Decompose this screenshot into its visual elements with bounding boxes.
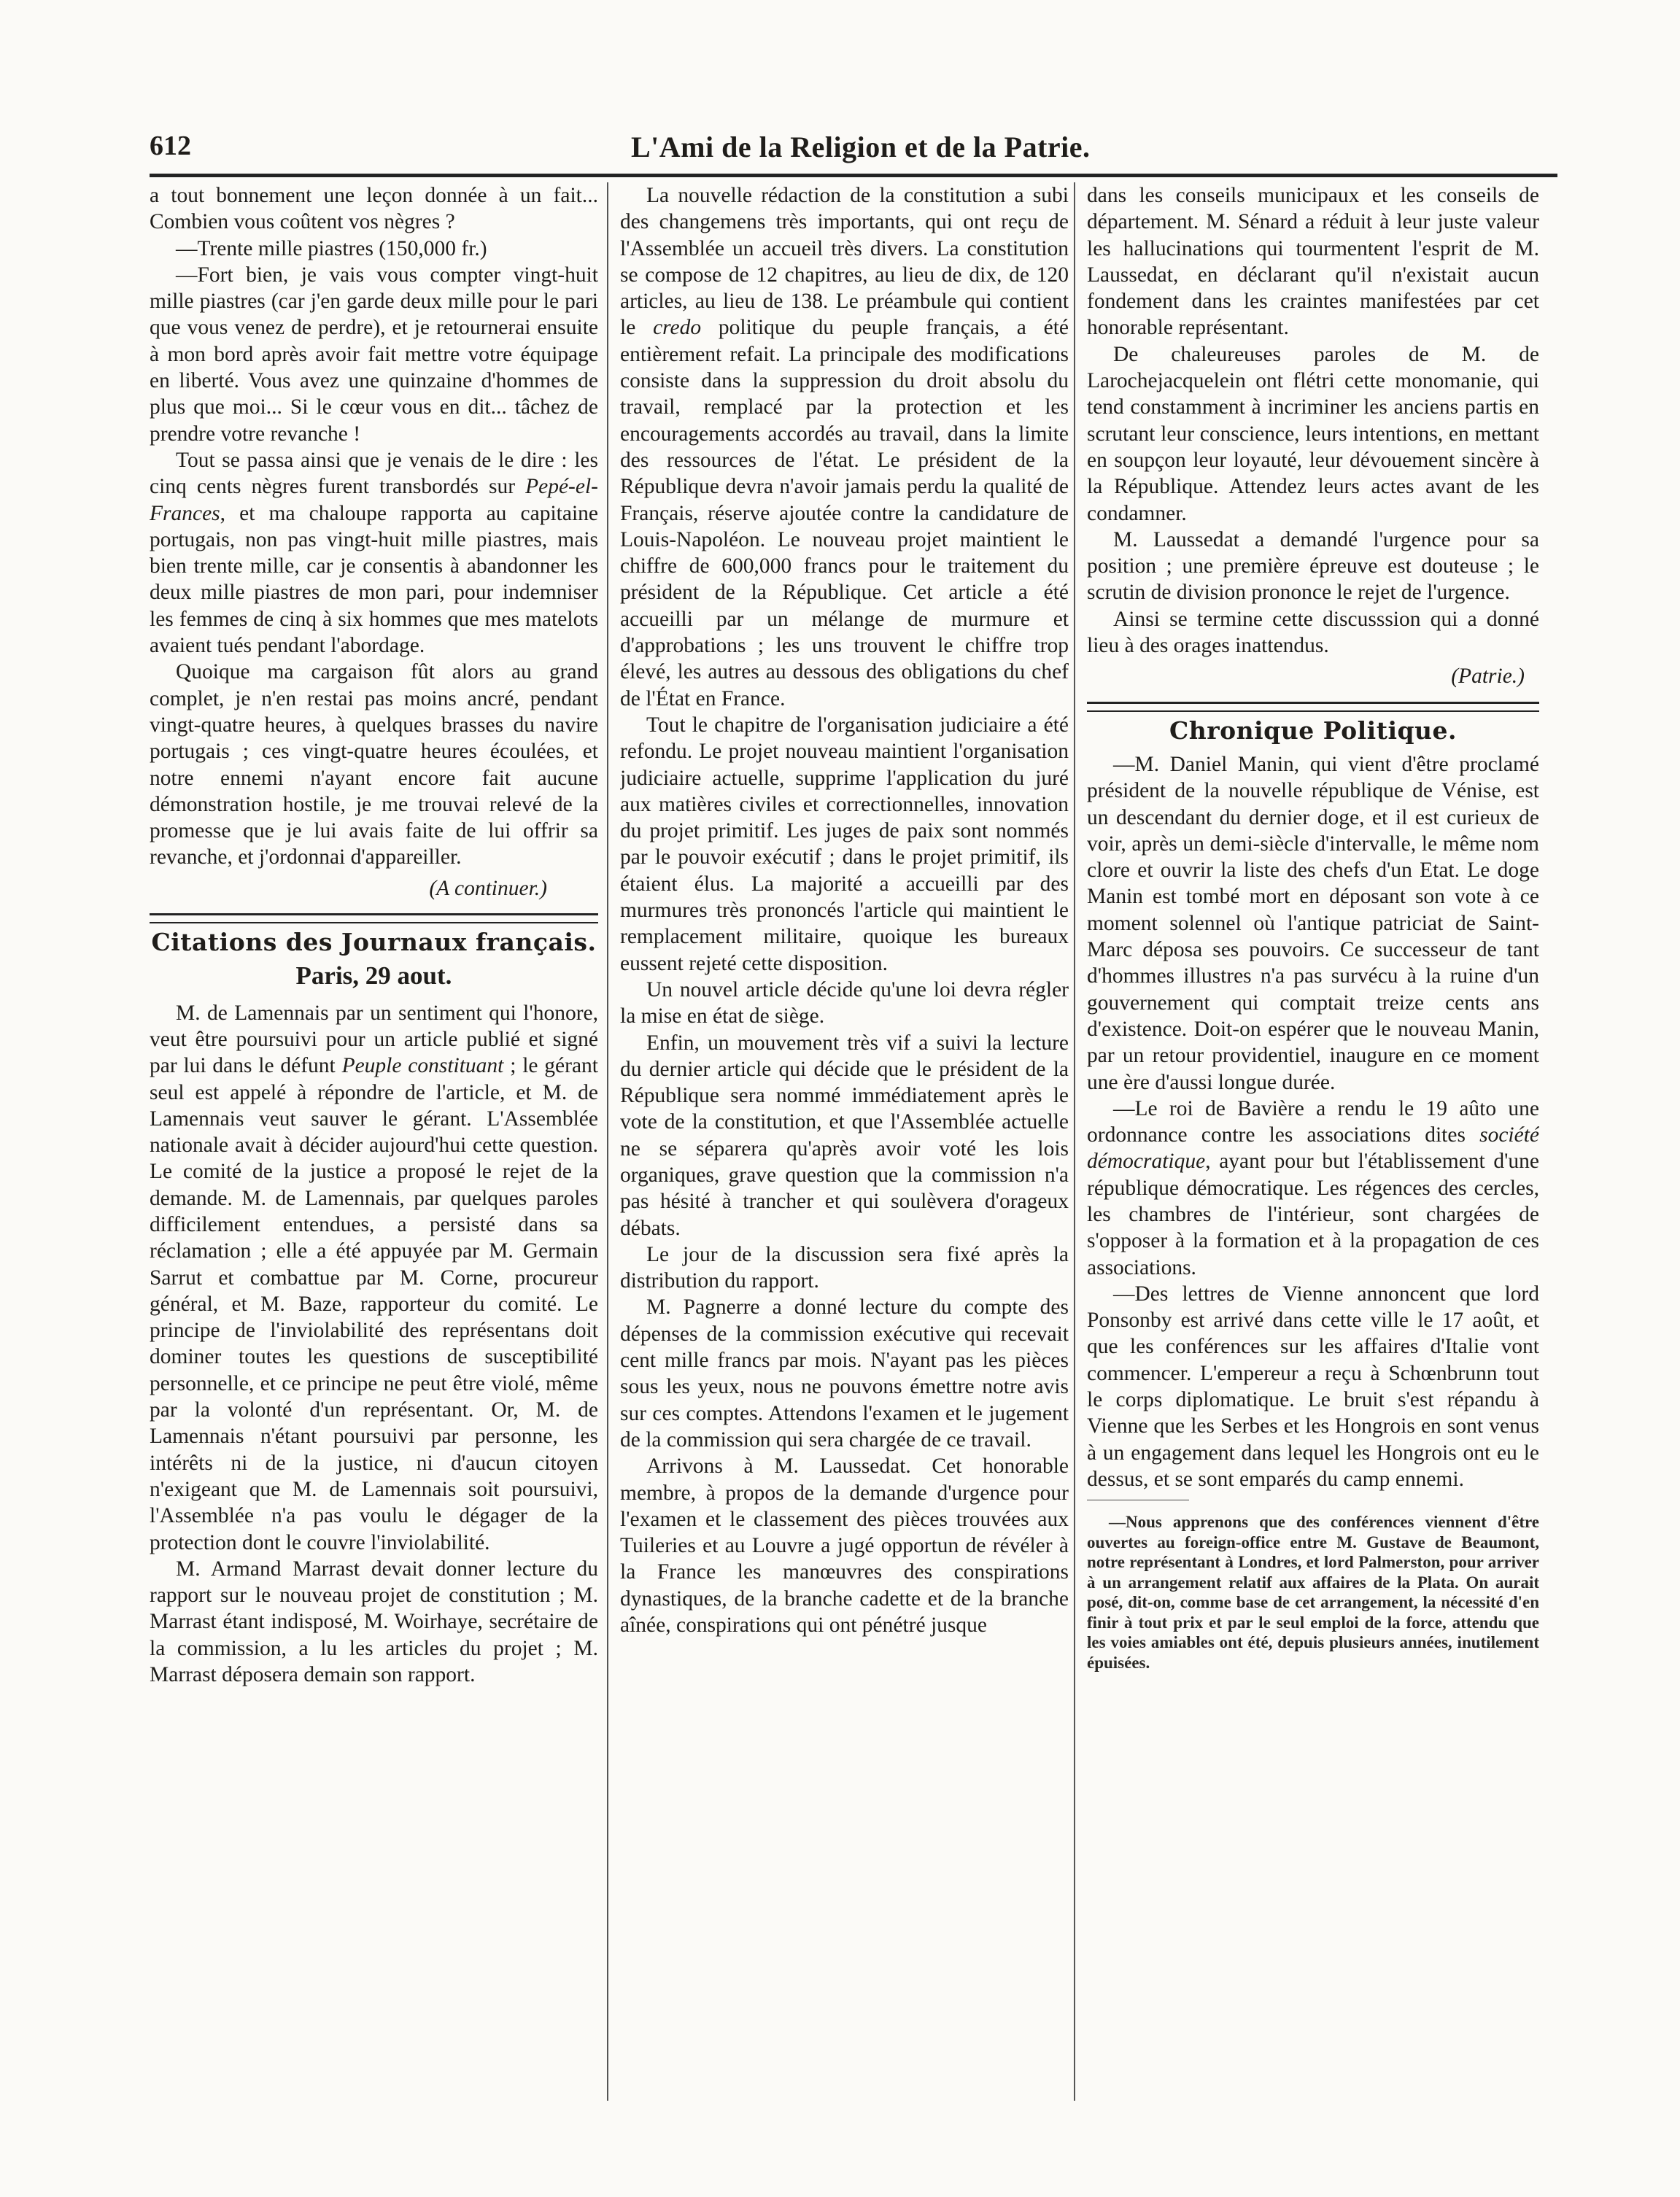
section-heading: Citations des Journaux français. bbox=[151, 928, 597, 957]
credo-word: credo bbox=[653, 316, 702, 340]
page-number: 612 bbox=[150, 131, 191, 161]
dateline: Paris, 29 aout. bbox=[295, 961, 452, 991]
paragraph: —Fort bien, je vais vous compter vingt-huit mille piastres (car j'en garde deux mille pour le pari que vous venez de perdre), et je retournerai ensuite à mon bord après avoir fait mettre votre équipage en liberté. Vous avez une quinzaine d'hommes de plus que moi... Si le cœur vous en dit... tâchez de prendre votre revanche ! bbox=[150, 263, 598, 446]
text-run: —Le roi de Bavière a rendu le 19 aûto une ordonnance contre les associations dites bbox=[1087, 1096, 1539, 1147]
column-divider bbox=[607, 182, 608, 2101]
paragraph: M. Armand Marrast devait donner lecture du rapport sur le nouveau projet de constitution ; M. Marrast étant indisposé, M. Woirhaye, secrétaire de la commission, a lu les articles du projet ; M. Marrast déposera demain son rapport. bbox=[150, 1557, 598, 1687]
paragraph: dans les conseils municipaux et les conseils de département. M. Sénard a réduit à leur juste valeur les hallucinations qui tourmentent l'esprit de M. Laussedat, en déclarant qu'il n'existait aucun fondement dans les craintes manifestées par cet honorable représentant. bbox=[1087, 184, 1539, 340]
running-title: L'Ami de la Religion et de la Patrie. bbox=[631, 131, 1091, 163]
footnote: —Nous apprenons que des conférences viennent d'être ouvertes au foreign-office entre M. Gustave de Beaumont, notre représentant à Londres, et lord Palmerston, pour arriver à un arrangement relatif aux affaires de la Plata. On aurait posé, dit-on, comme base de cet arrangement, la nécessité d'en finir à tout prix et par le seul emploi de la force, attendu que les voies amiables ont été, depuis plusieurs années, inutilement épuisées. bbox=[1087, 1513, 1539, 1672]
ship-name: Pepé-el-Frances bbox=[150, 475, 598, 525]
text-run: La nouvelle rédaction de la constitution a subi des changemens très importants, qui ont reçu de l'Assemblée un accueil très divers. La constitution se compose de 12 chapitres, au lieu de dix, de 120 articles, au lieu de 138. Le préambule qui contient le bbox=[620, 184, 1069, 340]
paragraph: De chaleureuses paroles de M. de Larochejacquelein ont flétri cette monomanie, qui tend constamment à incriminer les anciens partis en scrutant leur conscience, leurs intentions, en mettant en soupçon leur loyauté, leur dévouement sincère à la République. Attendez leurs actes avant de les condamner. bbox=[1087, 342, 1539, 525]
newspaper-title: Peuple constituant bbox=[341, 1054, 504, 1078]
column-3 bbox=[1087, 182, 1539, 2101]
paragraph: Ainsi se termine cette discusssion qui a donné lieu à des orages inattendus. bbox=[1087, 607, 1539, 658]
text-run: politique du peuple français, a été entièrement refait. La principale des modifications consiste dans la suppression du droit absolu du travail, remplacé par la protection et les encouragements accordés au travail, dans la limite des ressources de l'état. Le président de la République devra n'avoir jamais perdu la qualité de Français, réserve ajoutée contre la candidature de Louis-Napoléon. Le nouveau projet maintient le chiffre de 600,000 francs pour le traitement du président de la République. Cet article a été accueilli par un mélange de murmure et d'approbations ; les uns trouvent le chiffre trop élevé, les autres au dessous des obligations du chef de l'État en France. bbox=[620, 316, 1069, 710]
column-divider bbox=[1074, 182, 1075, 2101]
section-rule bbox=[150, 913, 598, 923]
text-run: Tout se passa ainsi que je venais de le dire : les cinq cents nègres furent transbordés sur bbox=[150, 448, 598, 499]
section-rule bbox=[1087, 702, 1539, 712]
paragraph: Arrivons à M. Laussedat. Cet honorable membre, à propos de la demande d'urgence pour l'examen et le classement des pièces trouvées aux Tuileries et au Louvre a jugé opportun de révéler à la France les manœuvres des conspirations dynastiques, de la branche cadette et de la branche aînée, conspirations qui ont pénétré jusque bbox=[620, 1454, 1069, 1638]
section-heading: Chronique Politique. bbox=[1169, 716, 1458, 745]
paragraph: M. Laussedat a demandé l'urgence pour sa position ; une première épreuve est douteuse ; le scrutin de division prononce le rejet de l'urgence. bbox=[1087, 527, 1539, 605]
paragraph: M. Pagnerre a donné lecture du compte des dépenses de la commission exécutive qui recevait cent mille francs par mois. N'ayant pas les pièces sous les yeux, nous ne pouvons émettre notre avis sur ces comptes. Attendons l'examen et le jugement de la commission qui sera chargée de ce travail. bbox=[620, 1295, 1069, 1452]
paragraph: Un nouvel article décide qu'une loi devra régler la mise en état de siège. bbox=[620, 977, 1069, 1028]
header-rule bbox=[150, 174, 1557, 177]
association-name: société démocratique bbox=[1087, 1123, 1539, 1174]
text-run: ; le gérant seul est appelé à répondre de l'article, et M. de Lamennais veut sauver le gérant. L'Assemblée nationale avait à décider aujourd'hui cette question. Le comité de la justice a proposé le rejet de la demande. M. de Lamennais, par quelques paroles difficilement entendues, a persisté dans sa réclamation ; elle a été appuyée par M. Germain Sarrut et combattue par M. Corne, procureur général, et M. Baze, rapporteur du comité. Le principe de l'inviolabilité des représentans doit dominer toutes les questions de susceptibilité personnelle, et ce principe ne peut être violé, même par la volonté d'un représentant. Or, M. de Lamennais n'étant poursuivi par personne, les intérêts ni de la justice, ni d'aucun citoyen n'exigeant que M. de Lamennais soit poursuivi, l'Assemblée n'a pas voulu le dégager de la protection dont le couvre l'inviolabilité. bbox=[150, 1054, 598, 1554]
paragraph: —M. Daniel Manin, qui vient d'être proclamé président de la nouvelle république de Vénise, est un descendant du dernier doge, et il est curieux de voir, après un demi-siècle d'intervalle, le même nom clore et ouvrir la liste des chefs d'un Etat. Le doge Manin est tombé mort en déposant son vote à ce moment solennel où l'antique patriciat de Saint-Marc déposa ses pouvoirs. Ce successeur de tant d'hommes illustres n'a pas survécu à la ruine d'un gouvernement qui comptait treize cents ans d'existence. Doit-on espérer que le nouveau Manin, par un retour providentiel, inaugure en ce moment une ère d'aussi longue durée. bbox=[1087, 752, 1539, 1094]
paragraph: Le jour de la discussion sera fixé après la distribution du rapport. bbox=[620, 1242, 1069, 1293]
text-run: M. de Lamennais par un sentiment qui l'honore, veut être poursuivi pour un article publié et signé par lui dans le défunt bbox=[150, 1001, 598, 1078]
paragraph bbox=[150, 1000, 598, 1556]
paragraph bbox=[150, 447, 598, 659]
paragraph: Tout le chapitre de l'organisation judiciaire a été refondu. Le projet nouveau maintient l'organisation judiciaire actuelle, supprime l'application du juré aux matières civiles et correctionnelles, innovation du projet primitif. Les juges de paix sont nommés par le pouvoir exécutif ; dans le projet primitif, ils étaient élus. La majorité a accueilli par des murmures très prononcés l'article qui maintient le remplacement militaire, quoique les bureaux eussent rejeté cette disposition. bbox=[620, 713, 1069, 975]
paragraph: —Trente mille piastres (150,000 fr.) bbox=[176, 236, 487, 260]
page-header bbox=[150, 130, 1557, 166]
source-signature: (Patrie.) bbox=[1451, 664, 1525, 689]
column-2 bbox=[620, 182, 1069, 2101]
paragraph: Quoique ma cargaison fût alors au grand complet, je n'en restai pas moins ancré, pendant vingt-quatre heures, à quelques brasses du navire portugais ; ces vingt-quatre heures écoulées, et notre ennemi n'ayant encore fait aucune démonstration hostile, je me trouvai relevé de la promesse que je lui avais faite de lui offrir sa revanche, et j'ordonnai d'appareiller. bbox=[150, 660, 598, 869]
paragraph bbox=[620, 182, 1069, 712]
text-run: , ayant pour but l'établissement d'une république démocratique. Les régences des cercles, les chambres de l'intérieur, sont chargées de s'opposer à la formation et à la propagation de ces associations. bbox=[1087, 1150, 1539, 1279]
paragraph: Enfin, un mouvement très vif a suivi la lecture du dernier article qui décide que le président de la République sera nommé immédiatement après le vote de la constitution, et que l'Assemblée actuelle ne se séparera qu'après avoir voté les lois organiques, grave question que la commission n'a pas hésité à trancher et qui soulèvera d'orageux débats. bbox=[620, 1031, 1069, 1240]
text-run: , et ma chaloupe rapporta au capitaine portugais, non pas vingt-huit mille piastres, mais bien trente mille, car je consentis à abandonner les deux mille piastres de mon pari, pour indemniser les femmes de cinq à six hommes que mes matelots avaient tués pendant l'abordage. bbox=[150, 501, 598, 658]
paragraph: —Des lettres de Vienne annoncent que lord Ponsonby est arrivé dans cette ville le 17 août, et que les conférences sur les affaires d'Italie vont commencer. L'empereur a reçu à Schœnbrunn tout le corps diplomatique. Le bruit s'est répandu à Vienne que les Serbes et les Hongrois en sont venus à un engagement dans lequel les Hongrois ont eu le dessus, et se sont emparés du camp ennemi. bbox=[1087, 1282, 1539, 1491]
continued-note: (A continuer.) bbox=[429, 876, 547, 900]
column-1 bbox=[150, 182, 598, 2101]
paragraph: a tout bonnement une leçon donnée à un fait... Combien vous coûtent vos nègres ? bbox=[150, 184, 598, 234]
paragraph bbox=[1087, 1096, 1539, 1281]
